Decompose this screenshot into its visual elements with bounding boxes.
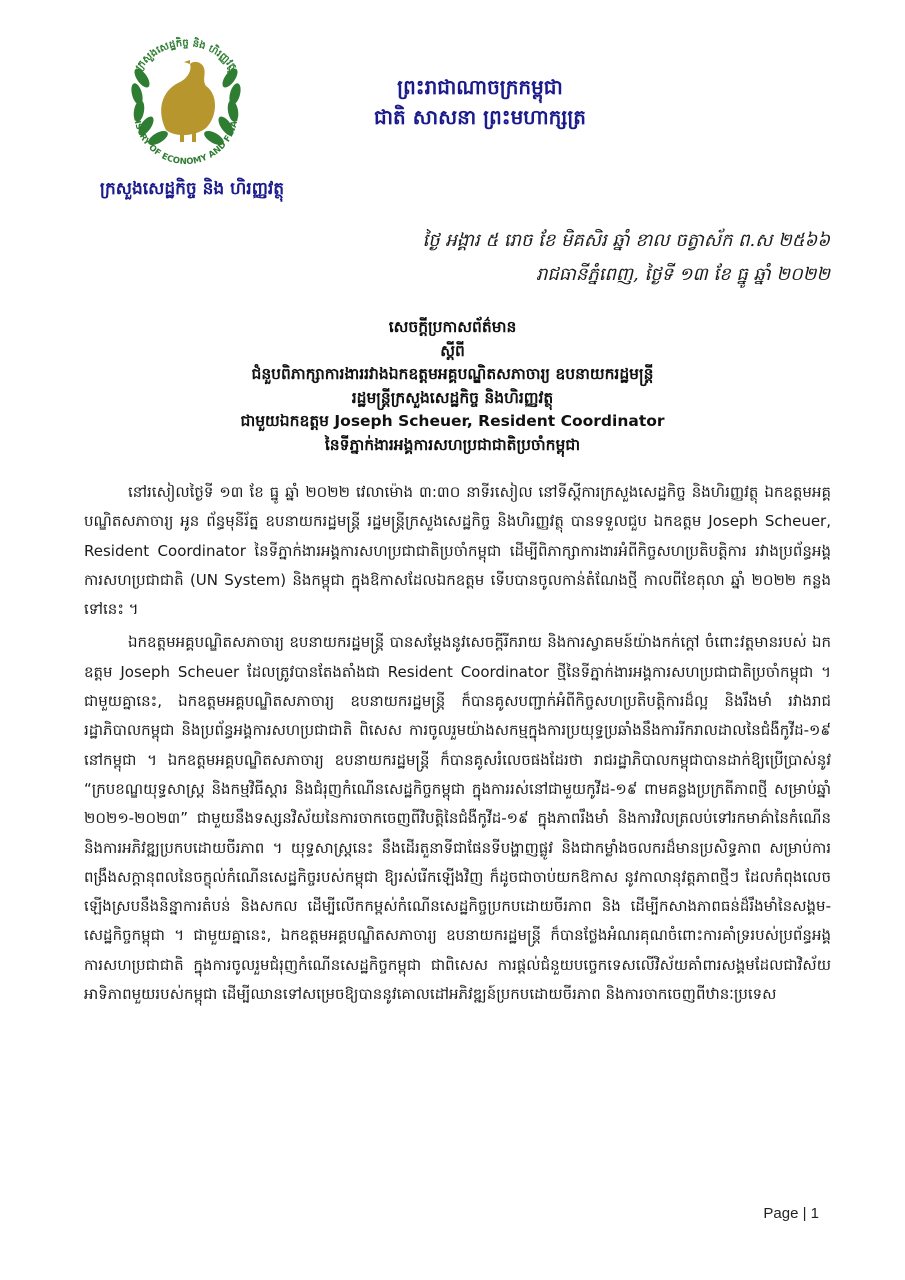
title-line-3: ជំនួបពិភាក្សាការងាររវាងឯកឧត្តមអគ្គបណ្ឌិតសភាចារ្យ ឧបនាយករដ្ឋមន្ត្រី	[251, 365, 654, 383]
title-line-6: នៃទីភ្នាក់ងារអង្គការសហប្រជាជាតិប្រចាំកម្ពុជា	[324, 435, 581, 454]
svg-text:ក្រសួងសេដ្ឋកិច្ច និង ហិរញ្ញវត្	[134, 36, 238, 74]
body-paragraph-2: ឯកឧត្តមអគ្គបណ្ឌិតសភាចារ្យ ឧបនាយករដ្ឋមន្ត្រី បានសម្ដែងនូវសេចក្ដីរីករាយ និងការស្វាគមន៍យ៉ាងកក់ក្ដៅ ចំពោះវត្តមានរបស់ ឯកឧត្តម Joseph Scheuer ដែលត្រូវបានតែងតាំងជា Resident Coordinator ថ្មីនៃទីភ្នាក់ងារអង្គការសហប្រជាជាតិប្រចាំកម្ពុជា ។ ជាមួយគ្នានេះ, ឯកឧត្តមអគ្គបណ្ឌិតសភាចារ្យ ឧបនាយករដ្ឋមន្ត្រី ក៏បានគូសបញ្ជាក់អំពីកិច្ចសហប្រតិបត្តិការដ៏ល្អ និងរឹងមាំ រវាងរាជរដ្ឋាភិបាលកម្ពុជា និងប្រព័ន្ធអង្គការសហប្រជាជាតិ ពិសេស ការចូលរួមយ៉ាងសកម្មក្នុងការប្រយុទ្ធប្រឆាំងនឹងការរីករាលដាលនៃជំងឺកូវីដ-១៩ នៅកម្ពុជា ។ ឯកឧត្តមអគ្គបណ្ឌិតសភាចារ្យ ឧបនាយករដ្ឋមន្ត្រី ក៏បានគូសរំលេចផងដែរថា រាជរដ្ឋាភិបាលកម្ពុជាបានដាក់ឱ្យប្រើប្រាស់នូវ “ក្របខណ្ឌយុទ្ធសាស្ត្រ និងកម្មវិធីស្ដារ និងជំរុញកំណើនសេដ្ឋកិច្ចកម្ពុជា ក្នុងការរស់នៅជាមួយកូវីដ-១៩ ពាមគន្លងប្រក្រតីភាពថ្មី សម្រាប់ឆ្នាំ ២០២១-២០២៣” ជាមួយនឹងទស្សនវិស័យនៃការចាកចេញពីវិបត្តិនៃជំងឺកូវីដ-១៩ ក្នុងភាពរឹងមាំ និងការវិលត្រលប់ទៅរកមាគ៌ានៃកំណើន និងការអភិវឌ្ឍប្រកបដោយចីរភាព ។ យុទ្ធសាស្ត្រនេះ នឹងដើរតួនាទីជាផែនទីបង្ហាញផ្លូវ និងជាកម្លាំងចលករដ៏មានប្រសិទ្ធភាព សម្រាប់ការពង្រឹងសក្ដានុពលនៃចក្ខុល់កំណើនសេដ្ឋកិច្ចរបស់កម្ពុជា ឱ្យរស់រើកឡើងវិញ ក៏ដូចជាចាប់យកឱកាស នូវកាលានុវត្តភាពថ្មីៗ ដែលកំពុងលេចឡើងស្របនឹងនិន្នាការតំបន់ និងសកល ដើម្បីលើកកម្ពស់កំណើនសេដ្ឋកិច្ចប្រកបដោយចីរភាព និង ដើម្បីកសាងភាពធន់ដ៏រឹងមាំនៃសង្គម-សេដ្ឋកិច្ចកម្ពុជា ។ ជាមួយគ្នានេះ, ឯកឧត្តមអគ្គបណ្ឌិតសភាចារ្យ ឧបនាយករដ្ឋមន្ត្រី ក៏បានថ្លែងអំណរគុណចំពោះការគាំទ្ររបស់ប្រព័ន្ធអង្គការសហប្រជាជាតិ ក្នុងការចូលរួមជំរុញកំណើនសេដ្ឋកិច្ចកម្ពុជា ជាពិសេស ការផ្ដល់ជំនួយបច្ចេកទេសលើវិស័យគាំពារសង្គមដែលជាវិស័យអាទិភាពមួយរបស់កម្ពុជា ដើម្បីឈានទៅសម្រេចឱ្យបាននូវគោលដៅអភិវឌ្ឍន៍ប្រកបដោយចីរភាព និងការចាកចេញពីឋានៈប្រទេស	[84, 633, 831, 1004]
logo-english-text: INISTRY OF ECONOMY AND FINAN	[130, 110, 242, 168]
document-title	[120, 316, 785, 457]
solar-date: រាជធានីភ្នំពេញ, ថ្ងៃទី ១៣ ខែ ធ្នូ ឆ្នាំ ២០២២	[535, 264, 830, 285]
ministry-logo	[106, 20, 266, 180]
lunar-date: ថ្ងៃ អង្គារ ៥ រោច ខែ មិគសិរ ឆ្នាំ ខាល ចត្វាស័ក ព.ស ២៥៦៦	[422, 230, 830, 251]
title-line-4: រដ្ឋមន្ត្រីក្រសួងសេដ្ឋកិច្ច និងហិរញ្ញវត្ថុ	[351, 388, 554, 407]
body-paragraph-1: នៅរសៀលថ្ងៃទី ១៣ ខែ ធ្នូ ឆ្នាំ ២០២២ វេលាម៉ោង ៣:៣០ នាទីរសៀល នៅទីស្ដីការក្រសួងសេដ្ឋកិច្ច និងហិរញ្ញវត្ថុ ឯកឧត្តមអគ្គបណ្ឌិតសភាចារ្យ អូន ព័ន្ធមុនីរ័ត្ន ឧបនាយករដ្ឋមន្ត្រី រដ្ឋមន្ត្រីក្រសួងសេដ្ឋកិច្ច និងហិរញ្ញវត្ថុ បានទទួលជួប ឯកឧត្តម Joseph Scheuer, Resident Coordinator នៃទីភ្នាក់ងារអង្គការសហប្រជាជាតិប្រចាំកម្ពុជា ដើម្បីពិភាក្សាការងារអំពីកិច្ចសហប្រតិបត្តិការ រវាងប្រព័ន្ធអង្គការសហប្រជាជាតិ (UN System) និងកម្ពុជា ក្នុងឱកាសដែលឯកឧត្តម ទើបបានចូលកាន់តំណែងថ្មី កាលពីខែតុលា ឆ្នាំ ២០២២ កន្លងទៅនេះ ។	[84, 483, 831, 619]
title-line-2: ស្ដីពី	[440, 341, 465, 360]
title-line-5: ជាមួយឯកឧត្តម Joseph Scheuer, Resident Coordinator	[240, 412, 665, 430]
kingdom-line: ព្រះរាជាណាចក្រកម្ពុជា	[397, 75, 563, 99]
logo-khmer-text: ក្រសួងសេដ្ឋកិច្ច និង ហិរញ្ញវត្ថុ	[133, 37, 239, 73]
ministry-name: ក្រសួងសេដ្ឋកិច្ច និង ហិរញ្ញវត្ថុ	[99, 179, 285, 199]
national-header	[355, 72, 605, 132]
page-number: Page | 1	[763, 1205, 819, 1222]
title-line-1: សេចក្ដីប្រកាសព័ត៌មាន	[388, 318, 517, 336]
document-body	[84, 478, 831, 1013]
motto-line: ជាតិ សាសនា ព្រះមហាក្សត្រ	[374, 105, 586, 129]
